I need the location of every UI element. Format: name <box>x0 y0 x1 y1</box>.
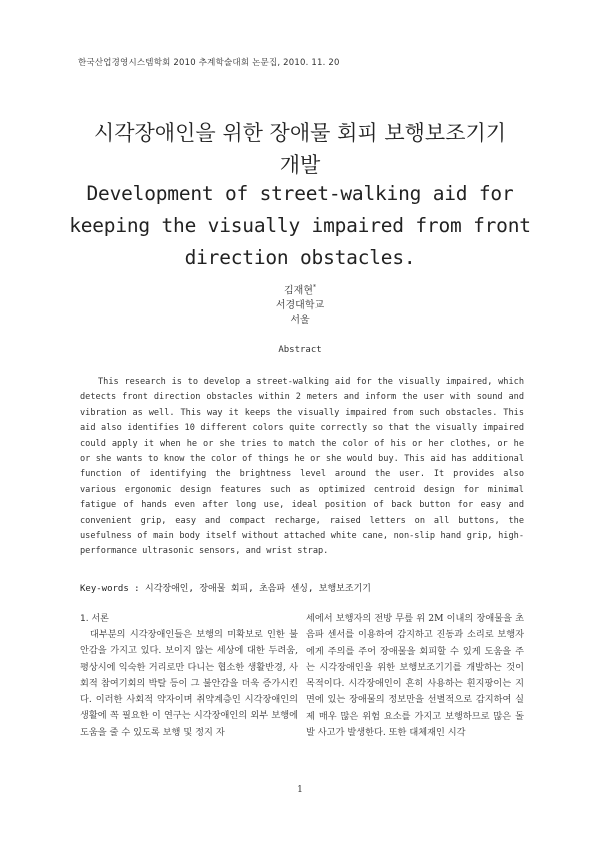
author-mark: * <box>312 284 316 291</box>
left-column-text: 대부분의 시각장애인들은 보행의 미확보로 인한 불안감을 가지고 있다. 보이지 않는 세상에 대한 두려움, 평상시에 익숙한 거리로만 다니는 협소한 생활반경, 사회적 참여기회의 박탈 등이 그 불안감을 더욱 증가시킨다. 이러한 사회적 약자이며 취약계층인 시각장애인의 생활에 꼭 필요한 이 연구는 시각장애인의 외부 보행에 도움을 줄 수 있도록 보행 및 정지 자 <box>80 629 298 738</box>
running-header: 한국산업경영시스템학회 2010 추계학술대회 논문집, 2010. 11. 20 <box>78 58 340 68</box>
author-location: 서울 <box>290 315 310 327</box>
keywords-line <box>80 581 371 594</box>
body-right-column <box>306 611 524 741</box>
author-block <box>0 280 600 328</box>
section-heading: 1. 서론 <box>80 614 109 624</box>
korean-title-line-1: 시각장애인을 위한 장애물 회피 보행보조기기 <box>93 121 507 145</box>
right-column-text: 세에서 보행자의 전방 무릎 위 2M 이내의 장애물을 초음파 센서를 이용하여 감지하고 진동과 소리로 보행자에게 주의를 주어 장애물을 회피할 수 있게 도움을 주는 시각장애인을 위한 보행보조기기를 개발하는 것이 목적이다. 시각장애인이 흔히 사용하는 흰지팡이는 지면에 있는 장애물의 정보만을 선별적으로 감지하여 실제 매우 많은 위험 요소를 가지고 보행하므로 많은 돌발 사고가 발생한다. 또한 대체재인 시각 <box>306 613 524 739</box>
english-title <box>0 178 600 274</box>
body-left-column <box>80 611 298 741</box>
author-name-line <box>0 280 600 298</box>
english-title-line-2: keeping the visually impaired from front <box>69 214 531 237</box>
abstract-text: This research is to develop a street-walking aid for the visually impaired, which detects front direction obstacles within 2 meters and inform the user with sound and vibration as well. This way it keeps the visually impaired from such obstacles. This aid also identifies 10 different colors quite correctly so that the visually impaired could apply it when he or she tries to match the color of his or her clothes, or he or she wants to know the color of things he or she would buy. This aid has additional function of identifying the brightness level around the user. It provides also various ergonomic design features such as optimized centroid design for minimal fatigue of hands even after long use, ideal position of back button for easy and convenient grip, easy and compact recharge, raised letters on all buttons, the usefulness of main body itself without attached white cane, non-slip hand grip, high-performance ultrasonic sensors, and wrist strap. <box>80 377 524 557</box>
korean-title <box>0 117 600 181</box>
keywords-values: 시각장애인, 장애물 회피, 초음파 센싱, 보행보조기기 <box>145 584 371 594</box>
english-title-line-1: Development of street-walking aid for <box>86 182 514 205</box>
korean-title-line-2: 개발 <box>279 153 321 177</box>
keywords-label: Key-words : <box>80 584 146 594</box>
english-title-line-3: direction obstacles. <box>184 246 416 269</box>
page-number: 1 <box>297 785 303 795</box>
author-affiliation: 서경대학교 <box>275 300 325 312</box>
author-name: 김재현 <box>284 285 313 297</box>
abstract-heading: Abstract <box>278 345 322 355</box>
